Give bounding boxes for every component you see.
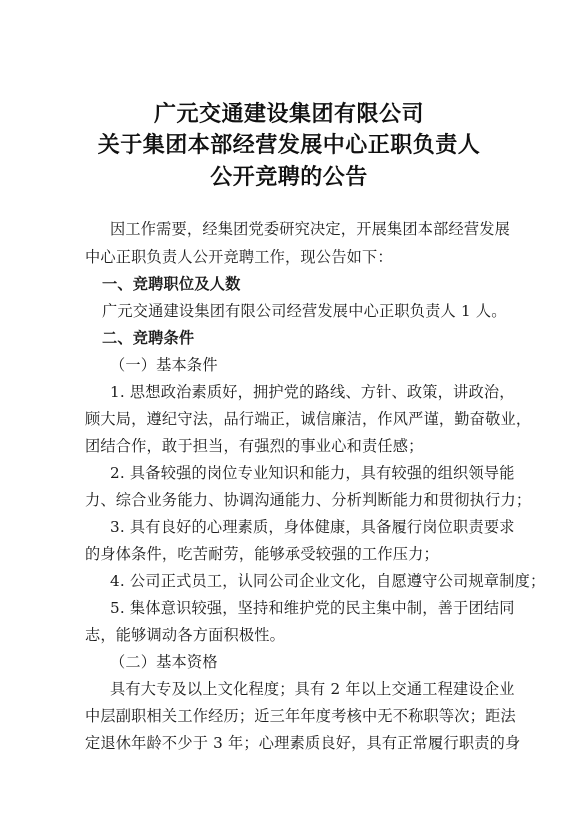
condition-5-line-1: 5. 集体意识较强，坚持和维护党的民主集中制，善于团结同: [110, 599, 515, 617]
document-title-line-1: 广元交通建设集团有限公司: [153, 101, 424, 127]
intro-paragraph-line-1: 因工作需要，经集团党委研究决定，开展集团本部经营发展: [110, 220, 511, 238]
position-paragraph: 广元交通建设集团有限公司经营发展中心正职负责人 1 人。: [102, 302, 507, 320]
qualification-line-3: 定退休年龄不少于 3 年；心理素质良好，具有正常履行职责的身: [85, 734, 521, 752]
condition-3-line-1: 3. 具有良好的心理素质，身体健康，具备履行岗位职责要求: [110, 518, 515, 536]
condition-2-line-2: 力、综合业务能力、协调沟通能力、分析判断能力和贯彻执行力；: [85, 491, 532, 509]
condition-3-line-2: 的身体条件，吃苦耐劳，能够承受较强的工作压力；: [85, 545, 439, 563]
section-heading-1: 一、竞聘职位及人数: [102, 275, 241, 293]
subsection-heading-basic-conditions: （一）基本条件: [110, 356, 218, 374]
qualification-line-1: 具有大专及以上文化程度；具有 2 年以上交通工程建设企业: [110, 680, 515, 698]
document-title-line-3: 公开竞聘的公告: [210, 164, 368, 190]
condition-2-line-1: 2. 具备较强的岗位专业知识和能力，具有较强的组织领导能: [110, 464, 515, 482]
condition-1-line-1: 1. 思想政治素质好，拥护党的路线、方针、政策，讲政治，: [110, 383, 515, 401]
section-heading-2: 二、竞聘条件: [102, 329, 195, 347]
condition-4: 4. 公司正式员工，认同公司企业文化，自愿遵守公司规章制度；: [110, 572, 546, 590]
document-title-line-2: 关于集团本部经营发展中心正职负责人: [97, 132, 481, 158]
intro-paragraph-line-2: 中心正职负责人公开竞聘工作，现公告如下：: [85, 248, 393, 266]
condition-1-line-3: 团结合作，敢于担当，有强烈的事业心和责任感；: [85, 437, 424, 455]
condition-5-line-2: 志，能够调动各方面积极性。: [85, 626, 286, 644]
condition-1-line-2: 顾大局，遵纪守法，品行端正，诚信廉洁，作风严谨，勤奋敬业，: [85, 410, 532, 428]
qualification-line-2: 中层副职相关工作经历；近三年年度考核中无不称职等次；距法: [85, 707, 516, 725]
subsection-heading-basic-qualifications: （二）基本资格: [110, 653, 218, 671]
